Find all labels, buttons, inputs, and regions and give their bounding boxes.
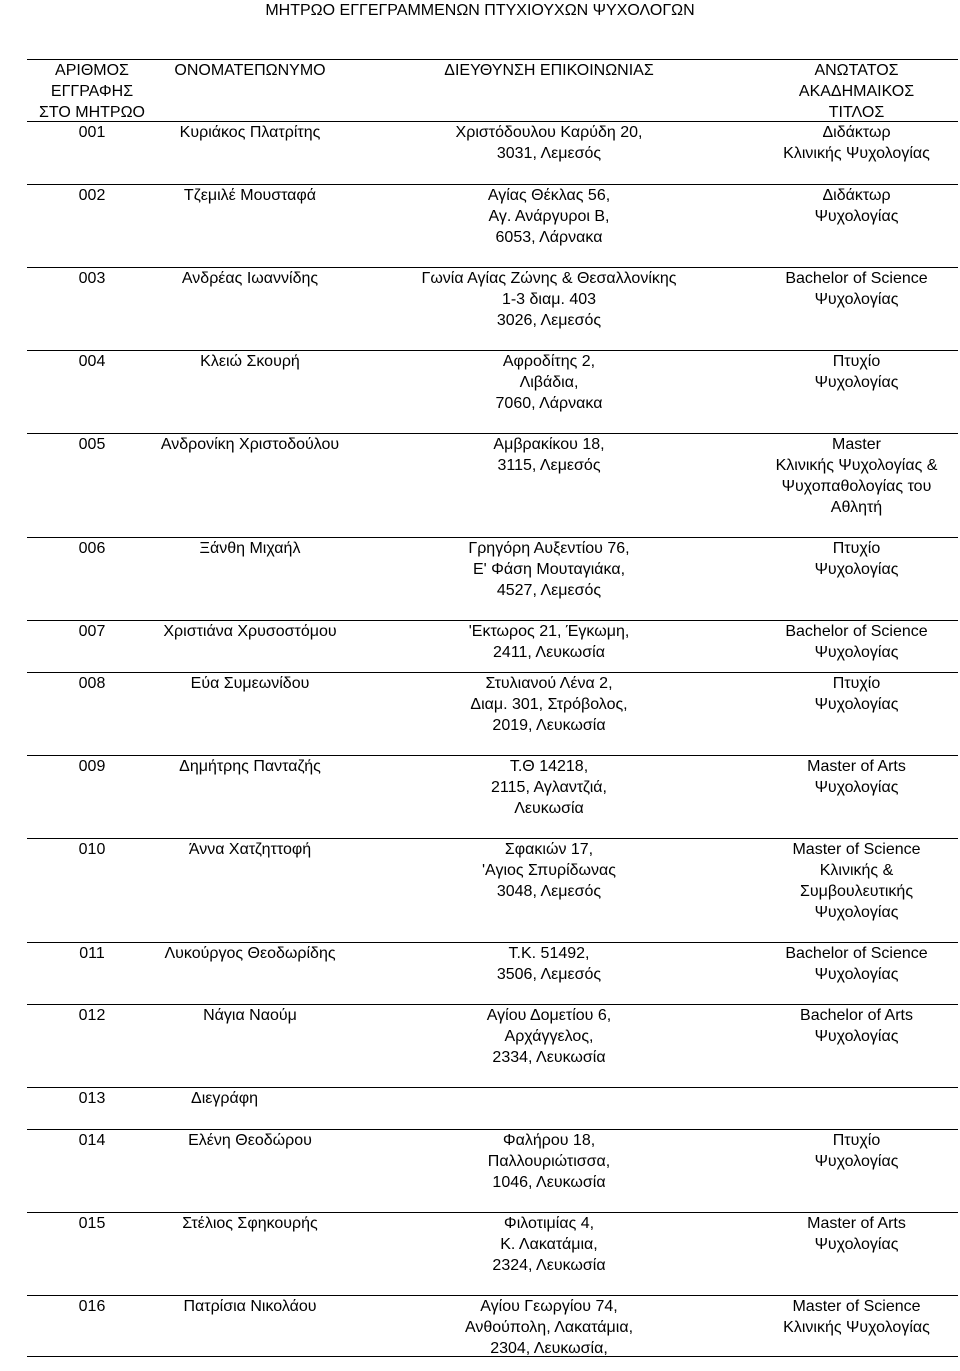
registration-number-cell: 006 <box>78 540 106 557</box>
degree-cell: Πτυχίο Ψυχολογίας <box>814 540 899 578</box>
registration-number-cell: 002 <box>78 187 106 204</box>
degree-cell: Master of Arts Ψυχολογίας <box>807 758 906 796</box>
address-cell: Αγίας Θέκλας 56, Αγ. Ανάργυροι Β, 6053, Λάρνακα <box>487 187 611 246</box>
degree-cell: Πτυχίο Ψυχολογίας <box>814 353 899 391</box>
header-full-name: ΟΝΟΜΑΤΕΠΩΝΥΜΟ <box>174 62 326 79</box>
degree-cell: Πτυχίο Ψυχολογίας <box>814 1132 899 1170</box>
address-cell: Φιλοτιμίας 4, Κ. Λακατάμια, 2324, Λευκωσία <box>492 1215 606 1274</box>
full-name-cell: Τζεμιλέ Μουσταφά <box>183 187 317 204</box>
degree-cell: Διδάκτωρ Κλινικής Ψυχολογίας <box>783 124 930 162</box>
table-row <box>27 433 958 537</box>
full-name-cell: Ανδρονίκη Χριστοδούλου <box>160 436 340 453</box>
document-title: ΜΗΤΡΩΟ ΕΓΓΕΓΡΑΜΜΕΝΩΝ ΠΤΥΧΙΟΥΧΩΝ ΨΥΧΟΛΟΓΩΝ <box>265 2 695 19</box>
degree-cell: Master Κλινικής Ψυχολογίας & Ψυχοπαθολογίας του Αθλητή <box>775 436 938 516</box>
address-cell: Γωνία Αγίας Ζώνης & Θεσαλλονίκης 1-3 διαμ. 403 3026, Λεμεσός <box>421 270 677 329</box>
table-row <box>27 1087 958 1129</box>
full-name-cell: Κυριάκος Πλατρίτης <box>179 124 321 141</box>
address-cell: Αμβρακίκου 18, 3115, Λεμεσός <box>493 436 605 474</box>
full-name-cell: Δημήτρης Πανταζής <box>179 758 321 775</box>
registration-number-cell: 012 <box>78 1007 106 1024</box>
address-cell: Χριστόδουλου Καρύδη 20, 3031, Λεμεσός <box>455 124 643 162</box>
registration-number-cell: 013 <box>78 1090 106 1107</box>
registration-number-cell: 007 <box>78 623 106 640</box>
registration-number-cell: 005 <box>78 436 106 453</box>
full-name-cell: Ξάνθη Μιχαήλ <box>199 540 301 557</box>
table-row <box>27 1295 958 1357</box>
table-row <box>27 350 958 433</box>
full-name-cell: Διεγράφη <box>191 1090 258 1107</box>
full-name-cell: Κλειώ Σκουρή <box>200 353 300 370</box>
degree-cell: Master of Science Κλινικής Ψυχολογίας <box>783 1298 930 1336</box>
registry-table <box>27 59 958 1357</box>
address-cell: Αγίου Δομετίου 6, Αρχάγγελος, 2334, Λευκωσία <box>486 1007 612 1066</box>
header-academic-degree: ΑΝΩΤΑΤΟΣ ΑΚΑΔΗΜΑΙΚΟΣ ΤΙΤΛΟΣ <box>798 62 915 121</box>
full-name-cell: Ανδρέας Ιωαννίδης <box>181 270 319 287</box>
full-name-cell: Νάγια Ναούμ <box>203 1007 297 1024</box>
registration-number-cell: 010 <box>78 841 106 858</box>
table-row <box>27 1212 958 1295</box>
full-name-cell: Ελένη Θεοδώρου <box>188 1132 312 1149</box>
registration-number-cell: 004 <box>78 353 106 370</box>
registration-number-cell: 001 <box>78 124 106 141</box>
degree-cell: Master of Science Κλινικής & Συμβουλευτικής Ψυχολογίας <box>792 841 921 921</box>
address-cell: Γρηγόρη Αυξεντίου 76, Ε' Φάση Μουταγιάκα, 4527, Λεμεσός <box>468 540 630 599</box>
header-registration-number: ΑΡΙΘΜΟΣ ΕΓΓΡΑΦΗΣ ΣΤΟ ΜΗΤΡΩΟ <box>39 62 145 121</box>
address-cell: Αγίου Γεωργίου 74, Ανθούπολη, Λακατάμια, 2304, Λευκωσία, <box>464 1298 634 1357</box>
table-row <box>27 1129 958 1212</box>
registration-number-cell: 008 <box>78 675 106 692</box>
degree-cell: Πτυχίο Ψυχολογίας <box>814 675 899 713</box>
degree-cell: Bachelor of Science Ψυχολογίας <box>785 945 928 983</box>
degree-cell: Bachelor of Science Ψυχολογίας <box>785 623 928 661</box>
full-name-cell: Στέλιος Σφηκουρής <box>182 1215 318 1232</box>
address-cell: Αφροδίτης 2, Λιβάδια, 7060, Λάρνακα <box>495 353 603 412</box>
address-cell: Στυλιανού Λένα 2, Διαμ. 301, Στρόβολος, 2019, Λευκωσία <box>470 675 628 734</box>
registration-number-cell: 011 <box>79 945 105 962</box>
full-name-cell: Λυκούργος Θεοδωρίδης <box>164 945 336 962</box>
full-name-cell: Άννα Χατζηττοφή <box>188 841 312 858</box>
registration-number-cell: 009 <box>78 758 106 775</box>
full-name-cell: Πατρίσια Νικολάου <box>183 1298 317 1315</box>
degree-cell: Master of Arts Ψυχολογίας <box>807 1215 906 1253</box>
table-row <box>27 620 958 672</box>
degree-cell: Bachelor of Arts Ψυχολογίας <box>800 1007 913 1045</box>
registration-number-cell: 015 <box>78 1215 106 1232</box>
degree-cell: Bachelor of Science Ψυχολογίας <box>785 270 928 308</box>
table-body <box>27 121 958 1357</box>
table-row <box>27 942 958 1004</box>
address-cell: 'Εκτωρος 21, Έγκωμη, 2411, Λευκωσία <box>468 623 630 661</box>
registration-number-cell: 003 <box>78 270 106 287</box>
table-row <box>27 267 958 350</box>
full-name-cell: Χριστιάνα Χρυσοστόμου <box>163 623 337 640</box>
degree-cell <box>755 1088 958 1129</box>
registration-number-cell: 014 <box>78 1132 106 1149</box>
table-header-row <box>27 59 958 121</box>
address-cell: Τ.Κ. 51492, 3506, Λεμεσός <box>496 945 602 983</box>
address-cell <box>343 1088 755 1129</box>
table-row <box>27 1004 958 1087</box>
table-row <box>27 755 958 838</box>
table-row <box>27 121 958 184</box>
address-cell: Σφακιών 17, 'Αγιος Σπυρίδωνας 3048, Λεμεσός <box>482 841 616 900</box>
table-row <box>27 184 958 267</box>
full-name-cell: Εύα Συμεωνίδου <box>190 675 310 692</box>
table-row <box>27 672 958 755</box>
table-row <box>27 838 958 942</box>
degree-cell: Διδάκτωρ Ψυχολογίας <box>814 187 899 225</box>
table-row <box>27 537 958 620</box>
address-cell: Τ.Θ 14218, 2115, Αγλαντζιά, Λευκωσία <box>491 758 607 817</box>
registration-number-cell: 016 <box>78 1298 106 1315</box>
header-contact-address: ΔΙΕΥΘΥΝΣΗ ΕΠΙΚΟΙΝΩΝΙΑΣ <box>444 62 654 79</box>
address-cell: Φαλήρου 18, Παλλουριώτισσα, 1046, Λευκωσία <box>487 1132 611 1191</box>
